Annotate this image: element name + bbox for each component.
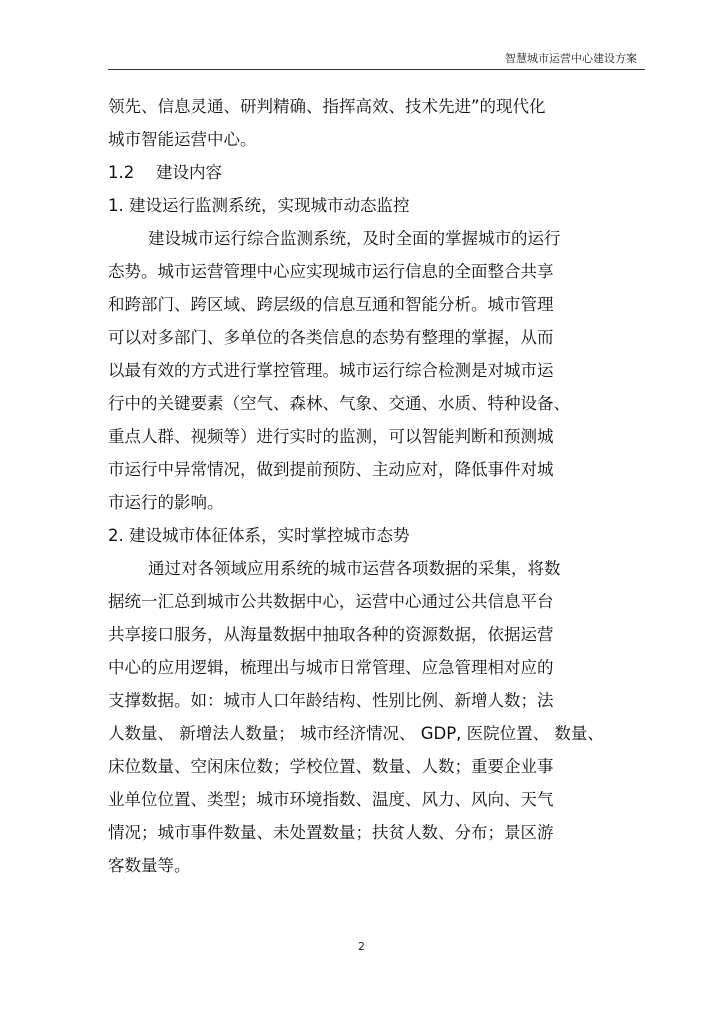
paragraph-line: 态势。城市运营管理中心应实现城市运行信息的全面整合共享	[108, 262, 554, 281]
paragraph-line: 情况；城市事件数量、未处置数量；扶贫人数、分布；景区游	[108, 823, 554, 842]
paragraph-line: 和跨部门、跨区域、跨层级的信息互通和智能分析。城市管理	[108, 295, 554, 314]
paragraph-line: 业单位位置、类型；城市环境指数、温度、风力、风向、天气	[108, 790, 554, 809]
paragraph-line: 支撑数据。如：城市人口年龄结构、性别比例、新增人数；法	[108, 691, 554, 710]
paragraph-line: 重点人群、视频等）进行实时的监测，可以智能判断和预测城	[108, 427, 554, 446]
paragraph-line: 领先、信息灵通、研判精确、指挥高效、技术先进”的现代化	[108, 97, 546, 116]
paragraph-line: 床位数量、空闲床位数；学校位置、数量、人数；重要企业事	[108, 757, 554, 776]
paragraph-line: 可以对多部门、多单位的各类信息的态势有整理的掌握，从而	[108, 328, 554, 347]
page-number: 2	[358, 940, 365, 953]
paragraph-line: 据统一汇总到城市公共数据中心，运营中心通过公共信息平台	[108, 592, 554, 611]
item-heading: 2. 建设城市体征体系，实时掌控城市态势	[108, 526, 410, 545]
section-heading	[108, 156, 648, 189]
paragraph-line: 人数量、 新增法人数量； 城市经济情况、 GDP, 医院位置、 数量、	[108, 724, 604, 743]
paragraph-line: 客数量等。	[108, 856, 191, 875]
body-text	[108, 90, 648, 882]
paragraph-line: 通过对各领域应用系统的城市运营各项数据的采集，将数	[148, 559, 561, 578]
section-number: 1.2	[108, 163, 135, 182]
paragraph-line: 建设城市运行综合监测系统，及时全面的掌握城市的运行	[148, 229, 561, 248]
paragraph-line: 市运行的影响。	[108, 493, 224, 512]
paragraph-line: 行中的关键要素（空气、森林、气象、交通、水质、特种设备、	[108, 394, 570, 413]
header-divider	[108, 69, 645, 70]
paragraph-line: 以最有效的方式进行掌控管理。城市运行综合检测是对城市运	[108, 361, 554, 380]
section-title: 建设内容	[156, 163, 222, 182]
paragraph-line: 中心的应用逻辑，梳理出与城市日常管理、应急管理相对应的	[108, 658, 554, 677]
paragraph-line: 市运行中异常情况，做到提前预防、主动应对，降低事件对城	[108, 460, 554, 479]
paragraph-line: 城市智能运营中心。	[108, 130, 257, 149]
item-heading: 1. 建设运行监测系统，实现城市动态监控	[108, 196, 410, 215]
header-title: 智慧城市运营中心建设方案	[505, 52, 637, 65]
paragraph-line: 共享接口服务，从海量数据中抽取各种的资源数据，依据运营	[108, 625, 554, 644]
